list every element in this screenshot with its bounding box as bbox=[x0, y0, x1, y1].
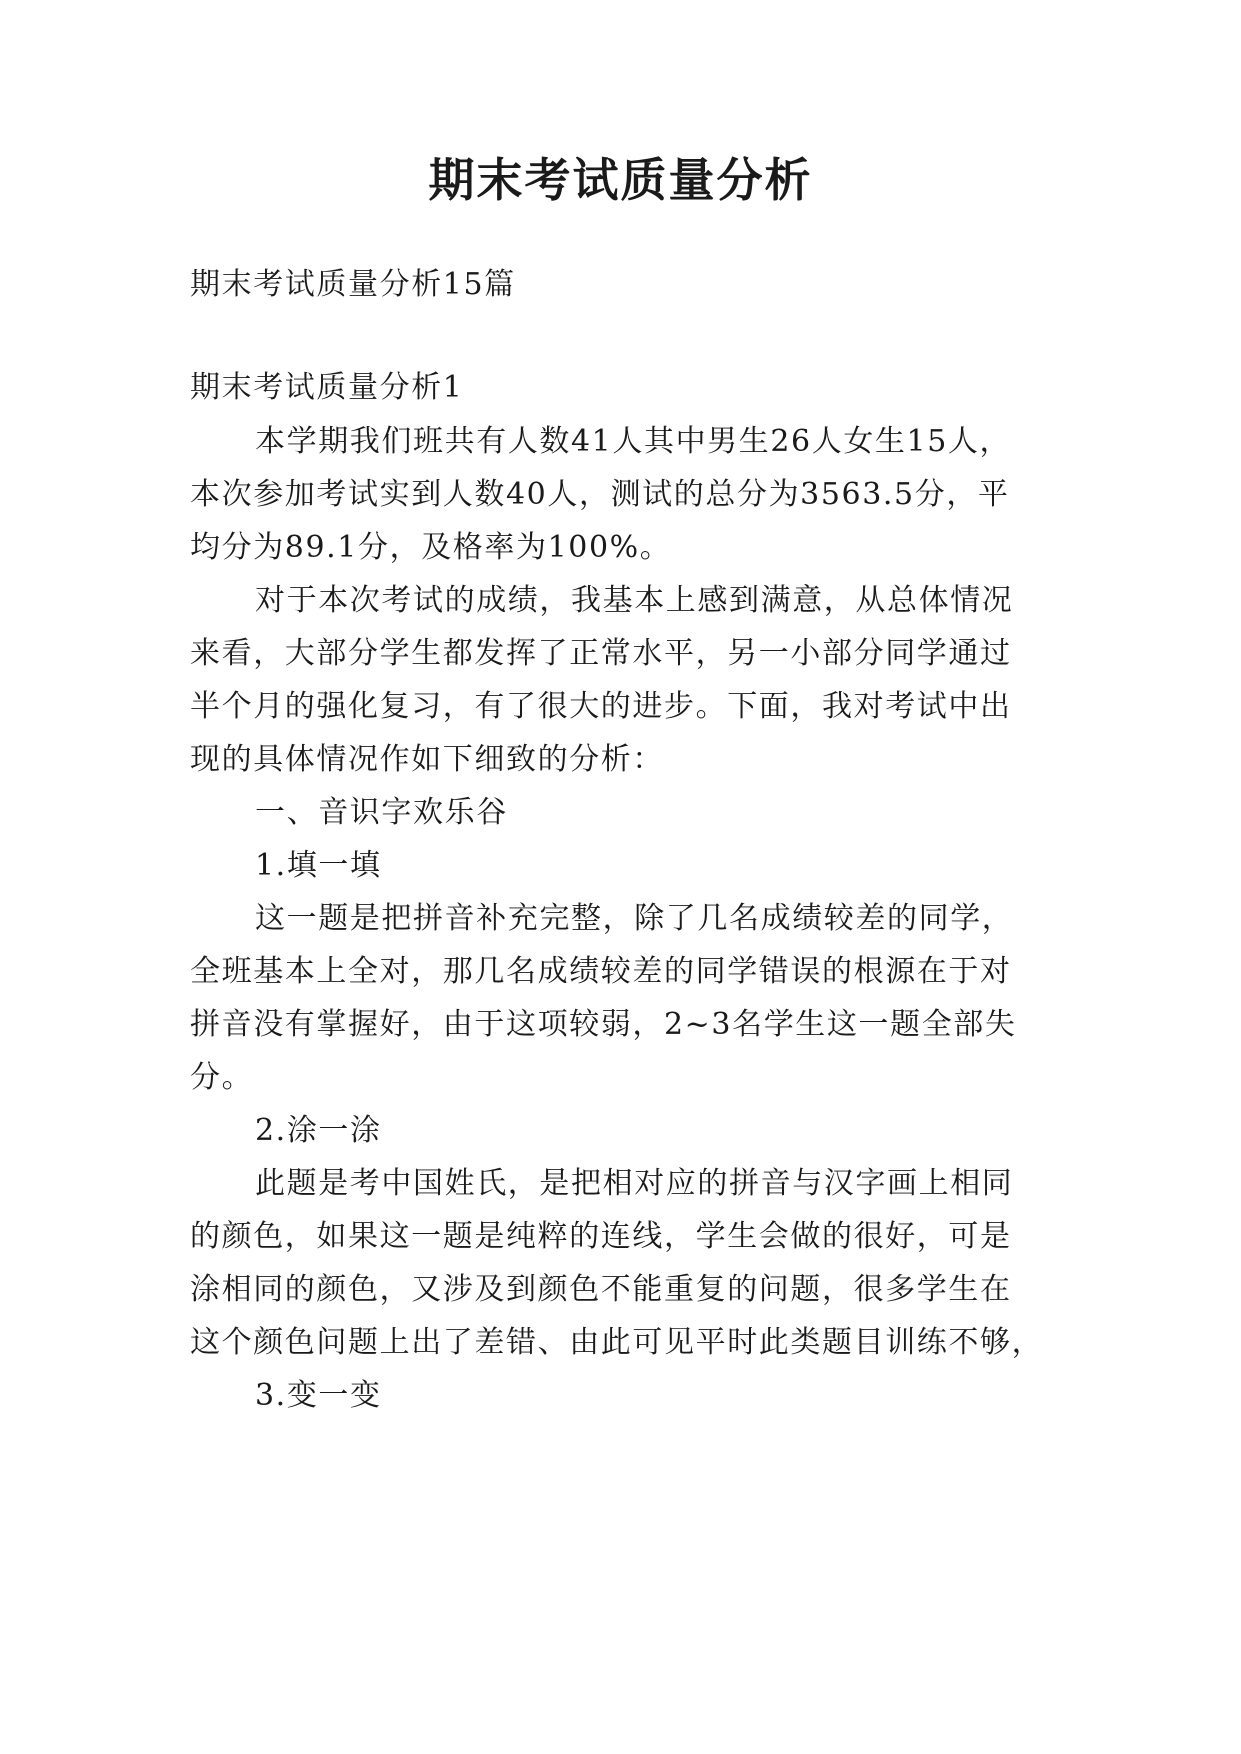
paragraph-line: 涂相同的颜色，又涉及到颜色不能重复的问题，很多学生在 bbox=[190, 1272, 1012, 1307]
paragraph-line: 全班基本上全对，那几名成绩较差的同学错误的根源在于对 bbox=[190, 954, 1012, 989]
item-heading: 2.涂一涂 bbox=[255, 1113, 382, 1148]
paragraph-line: 的颜色，如果这一题是纯粹的连线，学生会做的很好，可是 bbox=[190, 1219, 1012, 1254]
subsection-heading: 一、音识字欢乐谷 bbox=[255, 795, 508, 830]
item-heading: 3.变一变 bbox=[255, 1378, 382, 1413]
paragraph-line: 现的具体情况作如下细致的分析： bbox=[190, 742, 664, 777]
document-title: 期末考试质量分析 bbox=[428, 153, 813, 207]
section-heading: 期末考试质量分析1 bbox=[190, 370, 464, 405]
item-heading: 1.填一填 bbox=[255, 848, 382, 883]
paragraph-line: 本次参加考试实到人数40人，测试的总分为3563.5分，平 bbox=[190, 477, 1010, 512]
paragraph-line: 均分为89.1分，及格率为100%。 bbox=[190, 530, 672, 565]
paragraph-line: 来看，大部分学生都发挥了正常水平，另一小部分同学通过 bbox=[190, 636, 1012, 671]
paragraph-line: 这个颜色问题上出了差错、由此可见平时此类题目训练不够， bbox=[190, 1325, 1044, 1360]
paragraph-line: 对于本次考试的成绩，我基本上感到满意，从总体情况 bbox=[255, 583, 1014, 618]
paragraph-line: 本学期我们班共有人数41人其中男生26人女生15人， bbox=[255, 424, 1012, 459]
paragraph-line: 拼音没有掌握好，由于这项较弱，2~3名学生这一题全部失 bbox=[190, 1007, 1017, 1042]
document-subtitle: 期末考试质量分析15篇 bbox=[190, 267, 516, 302]
paragraph-line: 这一题是把拼音补充完整，除了几名成绩较差的同学， bbox=[255, 901, 1014, 936]
paragraph-line: 此题是考中国姓氏，是把相对应的拼音与汉字画上相同 bbox=[255, 1166, 1014, 1201]
paragraph-line: 分。 bbox=[190, 1060, 254, 1095]
paragraph-line: 半个月的强化复习，有了很大的进步。下面，我对考试中出 bbox=[190, 689, 1012, 724]
